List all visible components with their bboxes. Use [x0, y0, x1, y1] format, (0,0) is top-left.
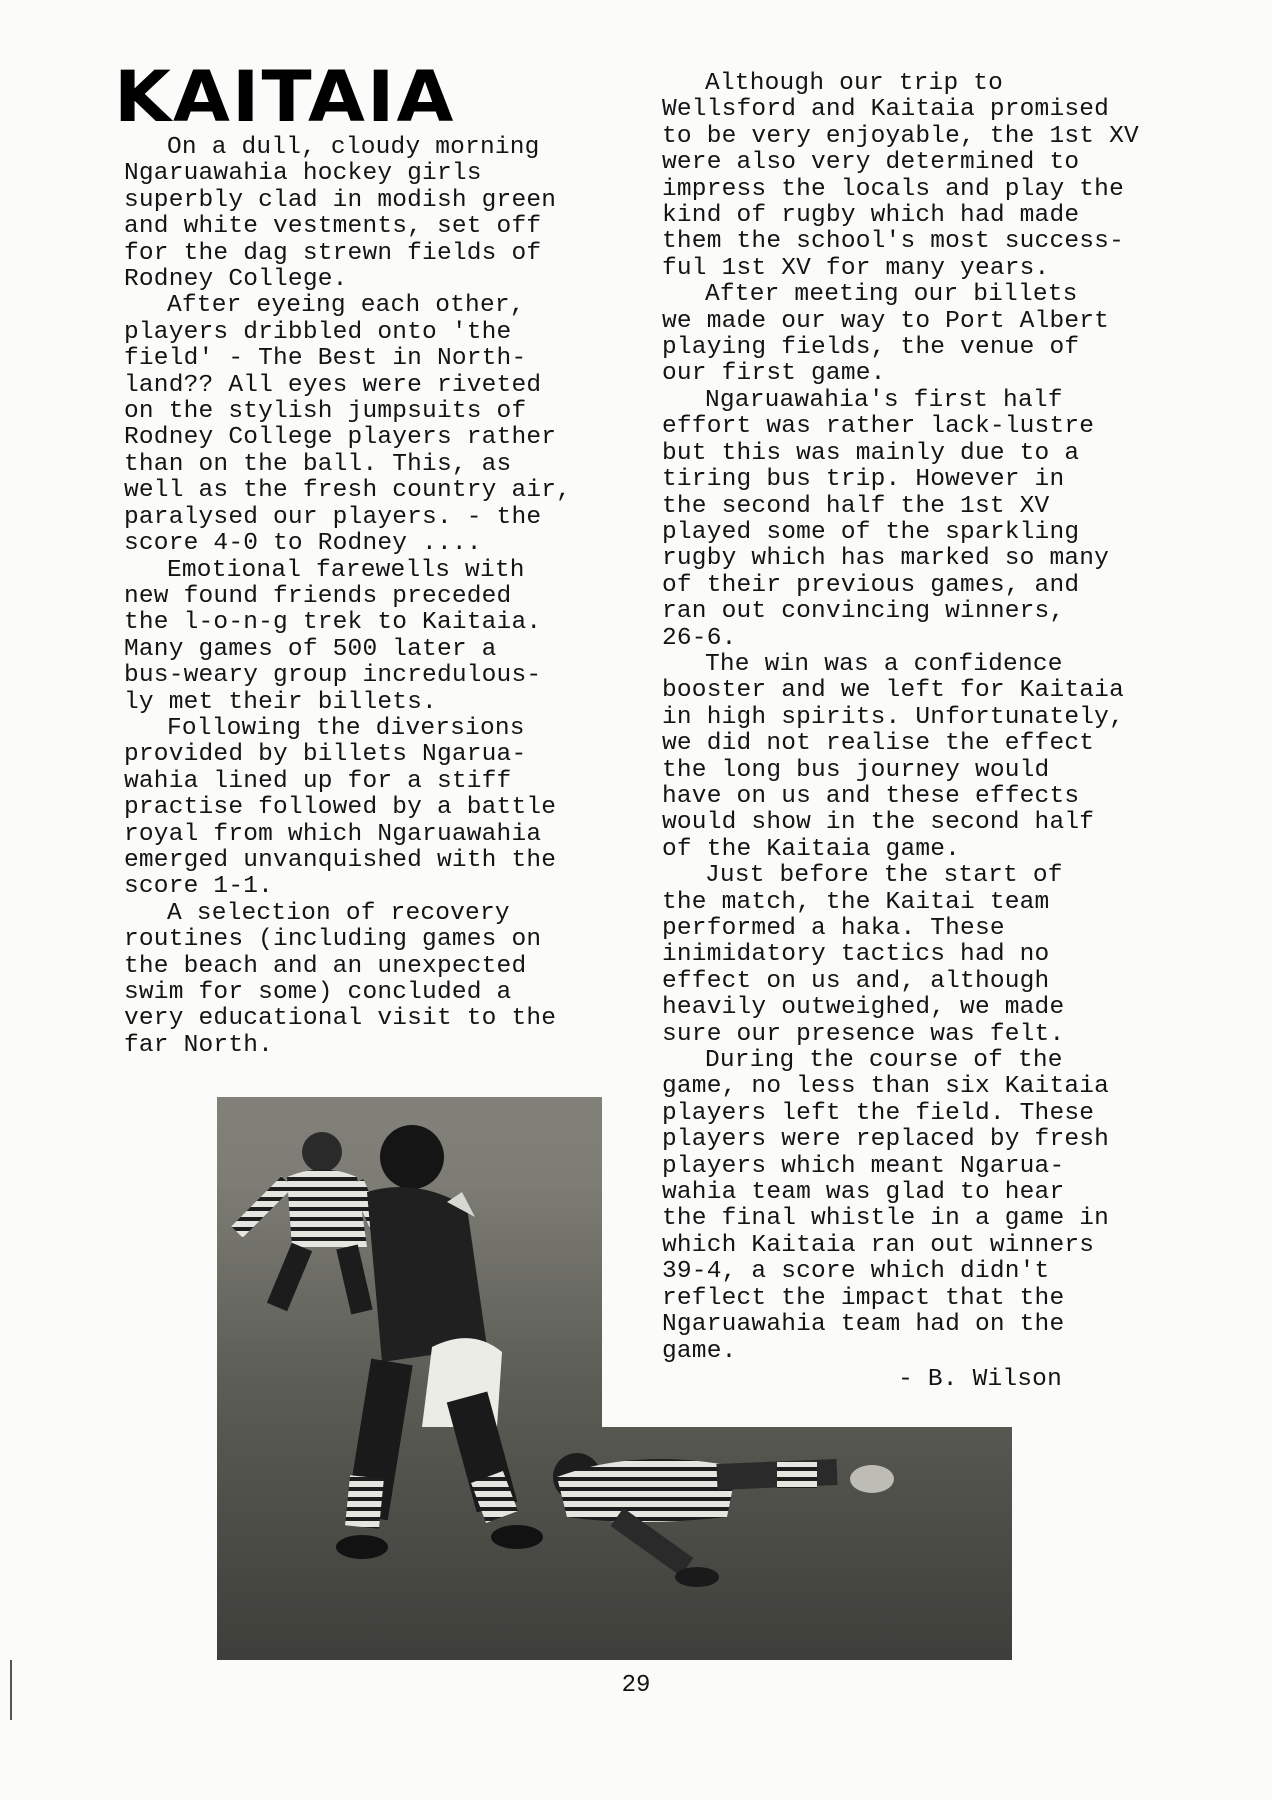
- paragraph: The win was a confidence booster and we left for Kaitaia in high spirits. Unfortunately, we did not realise the effect the long bus journey would have on us and these effects would show in the second half of the Kaitaia game.: [662, 650, 1124, 863]
- paragraph: Emotional farewells with new found friends preceded the l-o-n-g trek to Kaitaia. Many games of 500 later a bus-weary group incredulous- ly met their billets.: [124, 556, 542, 716]
- paragraph: During the course of the game, no less than six Kaitaia players left the field. These players were replaced by fresh players which meant Ngarua- wahia team was glad to hear the final whistle in a game in which Kaitaia ran out winners 39-4, a score which didn't reflect the impact that the Ngaruawahia team had on the game.: [662, 1047, 1110, 1365]
- paragraph: On a dull, cloudy morning Ngaruawahia hockey girls superbly clad in modish green and white vestments, set off for the dag strewn fields of Rodney College.: [124, 134, 557, 294]
- paragraph: Although our trip to Wellsford and Kaitaia promised to be very enjoyable, the 1st XV were also very determined to impress the locals and play the kind of rugby which had made them the school's most success- ful 1st XV for many years.: [662, 70, 1139, 282]
- page-number: 29: [621, 1672, 651, 1699]
- left-column-article: [124, 135, 624, 1059]
- page-title: KAITAIA: [114, 56, 456, 138]
- paragraph: After eyeing each other, players dribbled onto 'the field' - The Best in North- land?? All eyes were riveted on the stylish jumpsuits of Rodney College players rather than on the ball. This, as well as the fresh country air, paralysed our players. - the score 4-0 to Rodney ....: [124, 292, 572, 558]
- paragraph: Following the diversions provided by billets Ngarua- wahia lined up for a stiff practise followed by a battle royal from which Ngaruawahia emerged unvanquished with the score 1-1.: [124, 714, 557, 901]
- byline: - B. Wilson: [898, 1365, 1062, 1393]
- paragraph: After meeting our billets we made our way to Port Albert playing fields, the venue of our first game.: [662, 281, 1110, 388]
- paragraph: A selection of recovery routines (including games on the beach and an unexpected swim for some) concluded a very educational visit to the far North.: [124, 899, 557, 1059]
- paragraph: Ngaruawahia's first half effort was rather lack-lustre but this was mainly due to a tiring bus trip. However in the second half the 1st XV played some of the sparkling rugby which has marked so many of their previous games, and ran out convincing winners, 26-6.: [662, 386, 1110, 652]
- rugby-match-photo: [217, 1097, 1012, 1660]
- paragraph: Just before the start of the match, the Kaitai team performed a haka. These inimidatory tactics had no effect on us and, although heavily outweighed, we made sure our presence was felt.: [662, 862, 1065, 1048]
